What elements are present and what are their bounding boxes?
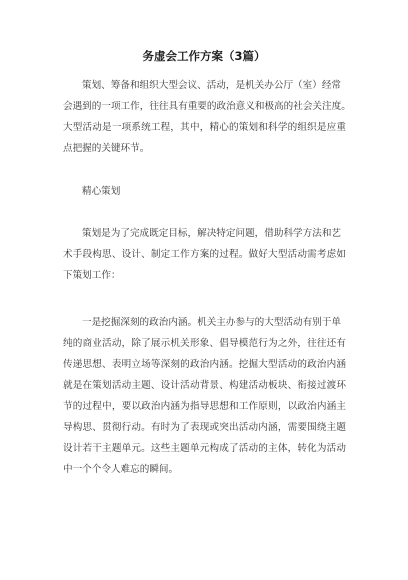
paragraph-3-line-4: 就是在策划活动主题、设计活动背景、构建活动板块、衔接过渡环 bbox=[63, 380, 346, 391]
paragraph-3-line-5: 节的过程中，要以政治内涵为指导思想和工作原则，以政治内涵主 bbox=[63, 401, 346, 412]
paragraph-3-line-2: 纯的商业活动，除了展示机关形象、倡导模范行为之外，往往还有 bbox=[63, 338, 346, 349]
paragraph-1-line-4: 点把握的关键环节。 bbox=[63, 143, 150, 154]
paragraph-3-line-8: 中一个个令人难忘的瞬间。 bbox=[63, 464, 179, 475]
document-title: 务虚会工作方案（3篇） bbox=[142, 49, 266, 63]
section-heading: 精心策划 bbox=[82, 186, 121, 197]
paragraph-2-line-2: 术手段构思、设计、制定工作方案的过程。做好大型活动需考虑如 bbox=[63, 249, 346, 260]
paragraph-1-line-1: 策划、筹备和组织大型会议、活动，是机关办公厅（室）经常 bbox=[82, 80, 342, 91]
paragraph-3-line-7: 设计若干主题单元。这些主题单元构成了活动的主体，转化为活动 bbox=[63, 443, 346, 454]
paragraph-1-line-3: 大型活动是一项系统工程，其中，精心的策划和科学的组织是应重 bbox=[63, 122, 346, 133]
paragraph-3-line-3: 传递思想、表明立场等深刻的政治内涵。挖掘大型活动的政治内涵 bbox=[63, 359, 346, 370]
paragraph-2-line-3: 下策划工作： bbox=[63, 270, 121, 281]
paragraph-2-line-1: 策划是为了完成既定目标，解决特定问题，借助科学方法和艺 bbox=[82, 228, 342, 239]
paragraph-3-line-1: 一是挖掘深刻的政治内涵。机关主办参与的大型活动有别于单 bbox=[82, 317, 342, 328]
paragraph-1-line-2: 会遇到的一项工作，往往具有重要的政治意义和极高的社会关注度。 bbox=[63, 101, 351, 112]
paragraph-3-line-6: 导构思、贯彻行动。有时为了表现或突出活动内涵，需要围绕主题 bbox=[63, 422, 346, 433]
